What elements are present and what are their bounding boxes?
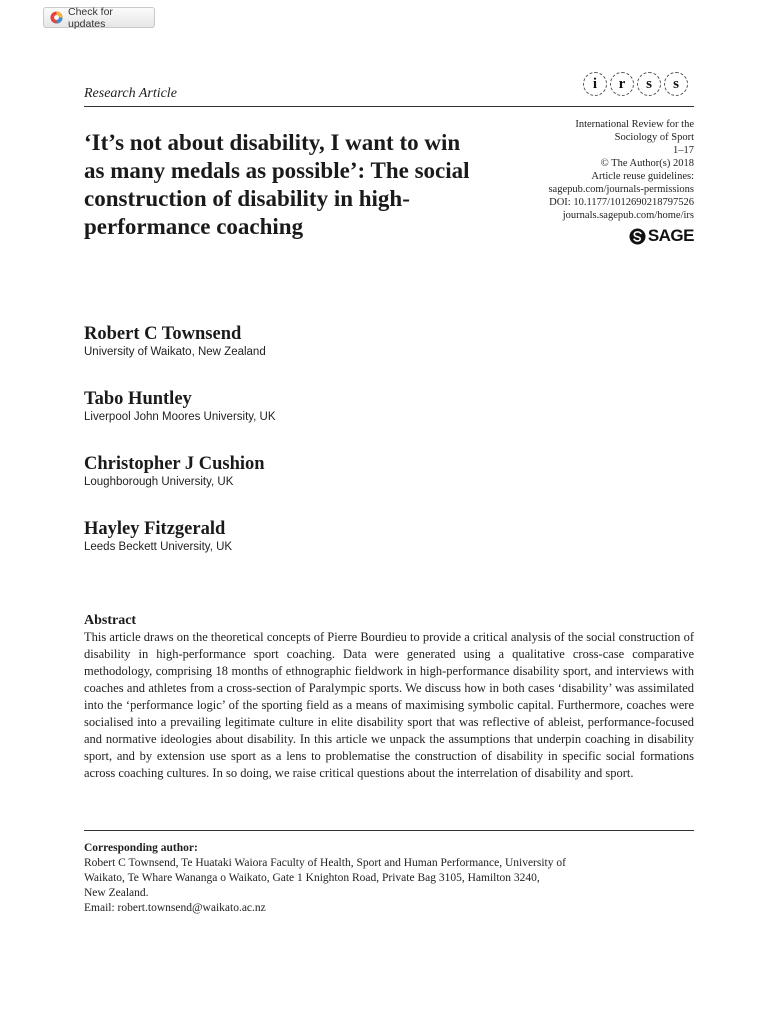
author-block [84, 453, 265, 489]
journal-info [474, 118, 694, 222]
journal-logo-letter: i [583, 72, 607, 96]
author-name: Tabo Huntley [84, 389, 192, 409]
author-affiliation: University of Waikato, New Zealand [84, 346, 266, 358]
corresponding-author-heading: Corresponding author: [84, 842, 198, 854]
permissions-link[interactable]: sagepub.com/journals-permissions [548, 184, 694, 195]
reuse-label: Article reuse guidelines: [591, 171, 694, 182]
journal-name: International Review for the [575, 119, 694, 130]
article-type-label: Research Article [84, 86, 177, 101]
article-title: ‘It’s not about disability, I want to win as many medals as possible’: The social construction of disability in high-performance coaching [84, 130, 470, 239]
author-affiliation: Leeds Beckett University, UK [84, 541, 233, 553]
journal-name: Sociology of Sport [614, 132, 694, 143]
author-affiliation: Loughborough University, UK [84, 476, 234, 488]
journal-logo-letter: s [637, 72, 661, 96]
author-block [84, 518, 232, 554]
sage-s-icon [629, 228, 646, 245]
author-name: Robert C Townsend [84, 324, 242, 344]
page-range: 1–17 [673, 145, 694, 156]
abstract-section [84, 612, 694, 782]
corresponding-author-note [84, 841, 694, 916]
corresponding-author-address: New Zealand. [84, 887, 149, 899]
publisher-logo-text: SAGE [647, 226, 694, 245]
corresponding-author-address: Robert C Townsend, Te Huataki Waiora Faculty of Health, Sport and Human Performance, University of [84, 857, 566, 869]
header-divider [84, 106, 694, 107]
journal-logo-letter: s [664, 72, 688, 96]
check-for-updates-label: Check for updates [68, 5, 113, 30]
author-name: Hayley Fitzgerald [84, 519, 226, 539]
crossmark-icon [50, 11, 63, 24]
journal-logo-letter: r [610, 72, 634, 96]
abstract-text: This article draws on the theoretical concepts of Pierre Bourdieu to provide a critical analysis of the social construction of disability in high-performance sport coaching. Data were generated using a qualitative cross-case comparative methodology, comprising 18 months of ethnographic fieldwork in high-performance disability sport, and interviews with coaches and athletes from a cross-section of Paralympic sports. We discuss how in both cases ‘disability’ was assimilated into the ‘performance logic’ of the sporting field as a means of maximising symbolic capital. Furthermore, coaches were socialised into a prevailing legitimate culture in elite disability sport that was reflective of ableist, performance-focused and normative ideologies about disability. In this article we unpack the assumptions that underpin coaching in disability sport, and by extension use sport as a lens to problematise the construction of disability in specific social formations across coaching cultures. In so doing, we raise critical questions about the interrelation of disability and sport. [84, 630, 694, 780]
doi-link[interactable]: DOI: 10.1177/1012690218797526 [549, 197, 694, 208]
corresponding-author-address: Waikato, Te Whare Wananga o Waikato, Gate 1 Knighton Road, Private Bag 3105, Hamilton 3240, [84, 872, 540, 884]
copyright-notice: © The Author(s) 2018 [600, 158, 694, 169]
footnote-divider [84, 830, 694, 831]
journal-logo [583, 72, 688, 96]
author-name: Christopher J Cushion [84, 454, 265, 474]
journal-homepage-link[interactable]: journals.sagepub.com/home/irs [562, 210, 694, 221]
publisher-logo [629, 226, 694, 246]
check-for-updates-button[interactable] [43, 7, 155, 28]
author-block [84, 323, 266, 359]
corresponding-author-email[interactable]: Email: robert.townsend@waikato.ac.nz [84, 902, 266, 914]
author-affiliation: Liverpool John Moores University, UK [84, 411, 276, 423]
abstract-heading: Abstract [84, 613, 137, 628]
author-block [84, 388, 276, 424]
